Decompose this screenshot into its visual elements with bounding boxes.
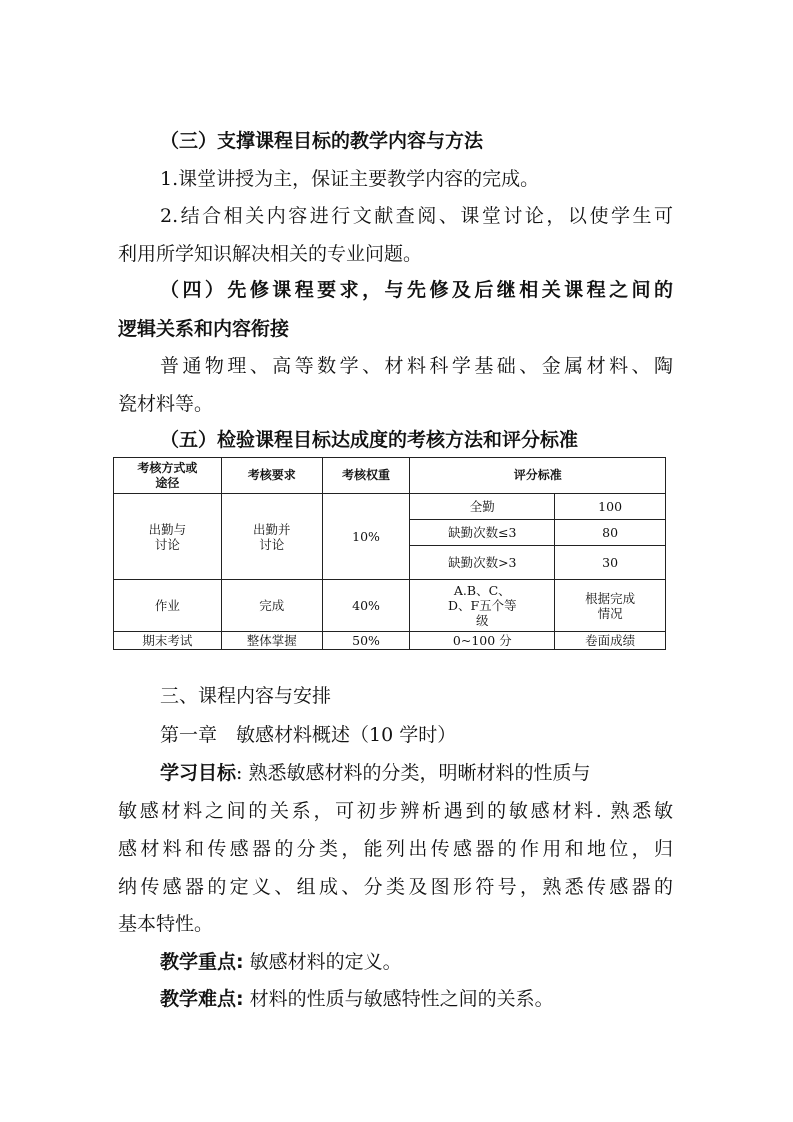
cell-homework-condition: A.B、C、D、F五个等级	[410, 580, 555, 632]
objectives-label: 学习目标	[160, 762, 237, 784]
cell-criteria-condition: 缺勤次数>3	[410, 546, 555, 580]
cell-homework-weight: 40%	[322, 580, 410, 632]
subsection-heading-assessment: （五）检验课程目标达成度的考核方法和评分标准	[160, 429, 579, 451]
cell-final-weight: 50%	[322, 632, 410, 650]
objectives-text: : 熟悉敏感材料的分类，明晰材料的性质与	[236, 762, 591, 784]
subsection-heading-prerequisites-line2: 逻辑关系和内容衔接	[118, 318, 290, 340]
objectives-line1	[160, 754, 673, 792]
cell-final-requirement: 整体掌握	[221, 632, 322, 650]
paragraph-prerequisites-line1: 普通物理、高等数学、材料科学基础、金属材料、陶	[160, 355, 673, 377]
chapter-title: 第一章 敏感材料概述（10 学时）	[160, 724, 457, 746]
paragraph-method-2-line1: 2.结合相关内容进行文献查阅、课堂讨论，以使学生可	[160, 205, 673, 227]
cell-homework-score: 根据完成情况	[555, 580, 666, 632]
paragraph-method-1: 1.课堂讲授为主，保证主要教学内容的完成。	[160, 168, 540, 190]
table-row-attendance	[114, 494, 666, 520]
key-points-label: 教学重点:	[160, 951, 244, 973]
cell-attendance-weight: 10%	[322, 494, 410, 580]
section-heading-course-content: 三、课程内容与安排	[160, 685, 332, 707]
cell-homework-method: 作业	[114, 580, 222, 632]
assessment-table	[113, 457, 666, 650]
cell-final-score: 卷面成绩	[555, 632, 666, 650]
objectives-line5: 基本特性。	[118, 913, 214, 935]
objectives-line2: 敏感材料之间的关系，可初步辨析遇到的敏感材料. 熟悉敏	[118, 800, 673, 822]
key-points-text: 敏感材料的定义。	[243, 951, 402, 973]
objectives-line4: 纳传感器的定义、组成、分类及图形符号，熟悉传感器的	[118, 876, 673, 898]
table-header-row	[114, 458, 666, 494]
cell-criteria-condition: 缺勤次数≤3	[410, 520, 555, 546]
header-requirement: 考核要求	[221, 458, 322, 494]
header-criteria: 评分标准	[410, 458, 666, 494]
cell-attendance-requirement: 出勤并讨论	[221, 494, 322, 580]
table-row-final-exam	[114, 632, 666, 650]
cell-final-method: 期末考试	[114, 632, 222, 650]
cell-criteria-condition: 全勤	[410, 494, 555, 520]
paragraph-method-2-line2: 利用所学知识解决相关的专业问题。	[118, 243, 423, 265]
header-method: 考核方式或途径	[114, 458, 222, 494]
cell-criteria-score: 30	[555, 546, 666, 580]
paragraph-prerequisites-line2: 瓷材料等。	[118, 393, 214, 415]
cell-attendance-method: 出勤与讨论	[114, 494, 222, 580]
key-points-line	[160, 943, 716, 981]
header-weight: 考核权重	[322, 458, 410, 494]
table-row-homework	[114, 580, 666, 632]
cell-criteria-score: 80	[555, 520, 666, 546]
difficulties-line	[160, 980, 716, 1018]
subsection-heading-prerequisites-line1: （四）先修课程要求，与先修及后继相关课程之间的	[160, 279, 673, 301]
cell-criteria-score: 100	[555, 494, 666, 520]
difficulties-label: 教学难点:	[160, 988, 244, 1010]
difficulties-text: 材料的性质与敏感特性之间的关系。	[243, 988, 554, 1010]
subsection-heading-teaching-methods: （三）支撑课程目标的教学内容与方法	[160, 130, 484, 152]
objectives-line3: 感材料和传感器的分类，能列出传感器的作用和地位，归	[118, 838, 673, 860]
cell-final-condition: 0~100 分	[410, 632, 555, 650]
cell-homework-requirement: 完成	[221, 580, 322, 632]
